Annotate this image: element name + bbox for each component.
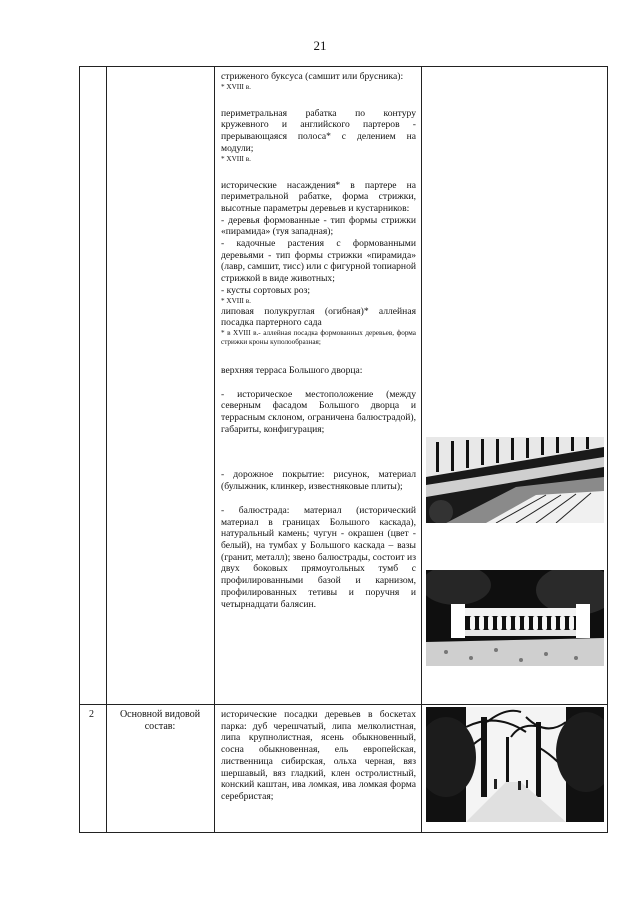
paragraph: - балюстрада: материал (исторический материал в границах Большого каскада), натуральный камень; чугун - окрашен (цвет - белый), на тумбах у Большого каскада – вазы (гранит, металл); звено балюстрады, состоит из двух боковых прямоугольных тумб с профилированными базой и карнизом, профилированных тетивы и поручня и четырнадцати балясин. [221, 504, 416, 610]
paragraph: исторические посадки деревьев в боскетах парка: дуб черешчатый, липа мелколистная, липа крупнолистная, ясень обыкновенный, сосна обыкновенная, ель европейская, лиственница сибирская, ольха черная, вяз шершавый, вяз гладкий, клен остролистный, конский каштан, ива ломкая, ива ломкая форма серебристая; [221, 709, 416, 802]
paragraph: - кадочные растения с формованными деревьями - тип формы стрижки «пирамида» (лавр, самшит, тисс) или с фигурной топиарной стрижкой в виде животных; [221, 238, 416, 285]
column-divider [214, 67, 215, 832]
attributes-table [79, 66, 608, 833]
row-2-description [221, 709, 416, 803]
park-alley-photo [426, 707, 604, 822]
column-divider [106, 67, 107, 832]
row-divider [80, 704, 607, 705]
paragraph: исторические насаждения* в партере на периметральной рабатке, форма стрижки, высотные параметры деревьев и кустарников: [221, 179, 416, 214]
row-2-number: 2 [89, 709, 94, 720]
page-number: 21 [313, 38, 327, 53]
paragraph: - кусты сортовых роз; [221, 284, 311, 296]
column-divider [421, 67, 422, 832]
paragraph: верхняя терраса Большого дворца: [221, 364, 363, 376]
paragraph-note: * в XVIII в.- аллейная посадка формованных деревьев, форма стрижки кроны куполообразная; [221, 328, 416, 346]
paragraph-note: * XVIII в. [221, 82, 251, 91]
paragraph-note: * XVIII в. [221, 154, 251, 163]
paragraph: липовая полукруглая (огибная)* аллейная посадка партерного сада [221, 305, 416, 329]
row-1-description [221, 71, 416, 610]
row-2-name: Основной видовой состав: [119, 709, 201, 732]
paragraph: - деревья формованные - тип формы стрижки «пирамида» (туя западная); [221, 214, 416, 238]
terrace-aerial-photo [426, 437, 604, 523]
paragraph: - дорожное покрытие: рисунок, материал (булыжник, клинкер, известняковые плиты); [221, 469, 416, 493]
paragraph-note: * XVIII в. [221, 296, 251, 305]
paragraph: периметральная рабатка по контуру кружевного и английского партеров - прерывающаяся полоса* с делением на модули; [221, 107, 416, 154]
balustrade-photo [426, 570, 604, 666]
paragraph: стриженого букcуса (самшит или брусника): [221, 71, 404, 82]
paragraph: - историческое местоположение (между северным фасадом Большого дворца и террасным склоном, ограничена балюстрадой), габариты, конфигурация; [221, 388, 416, 435]
